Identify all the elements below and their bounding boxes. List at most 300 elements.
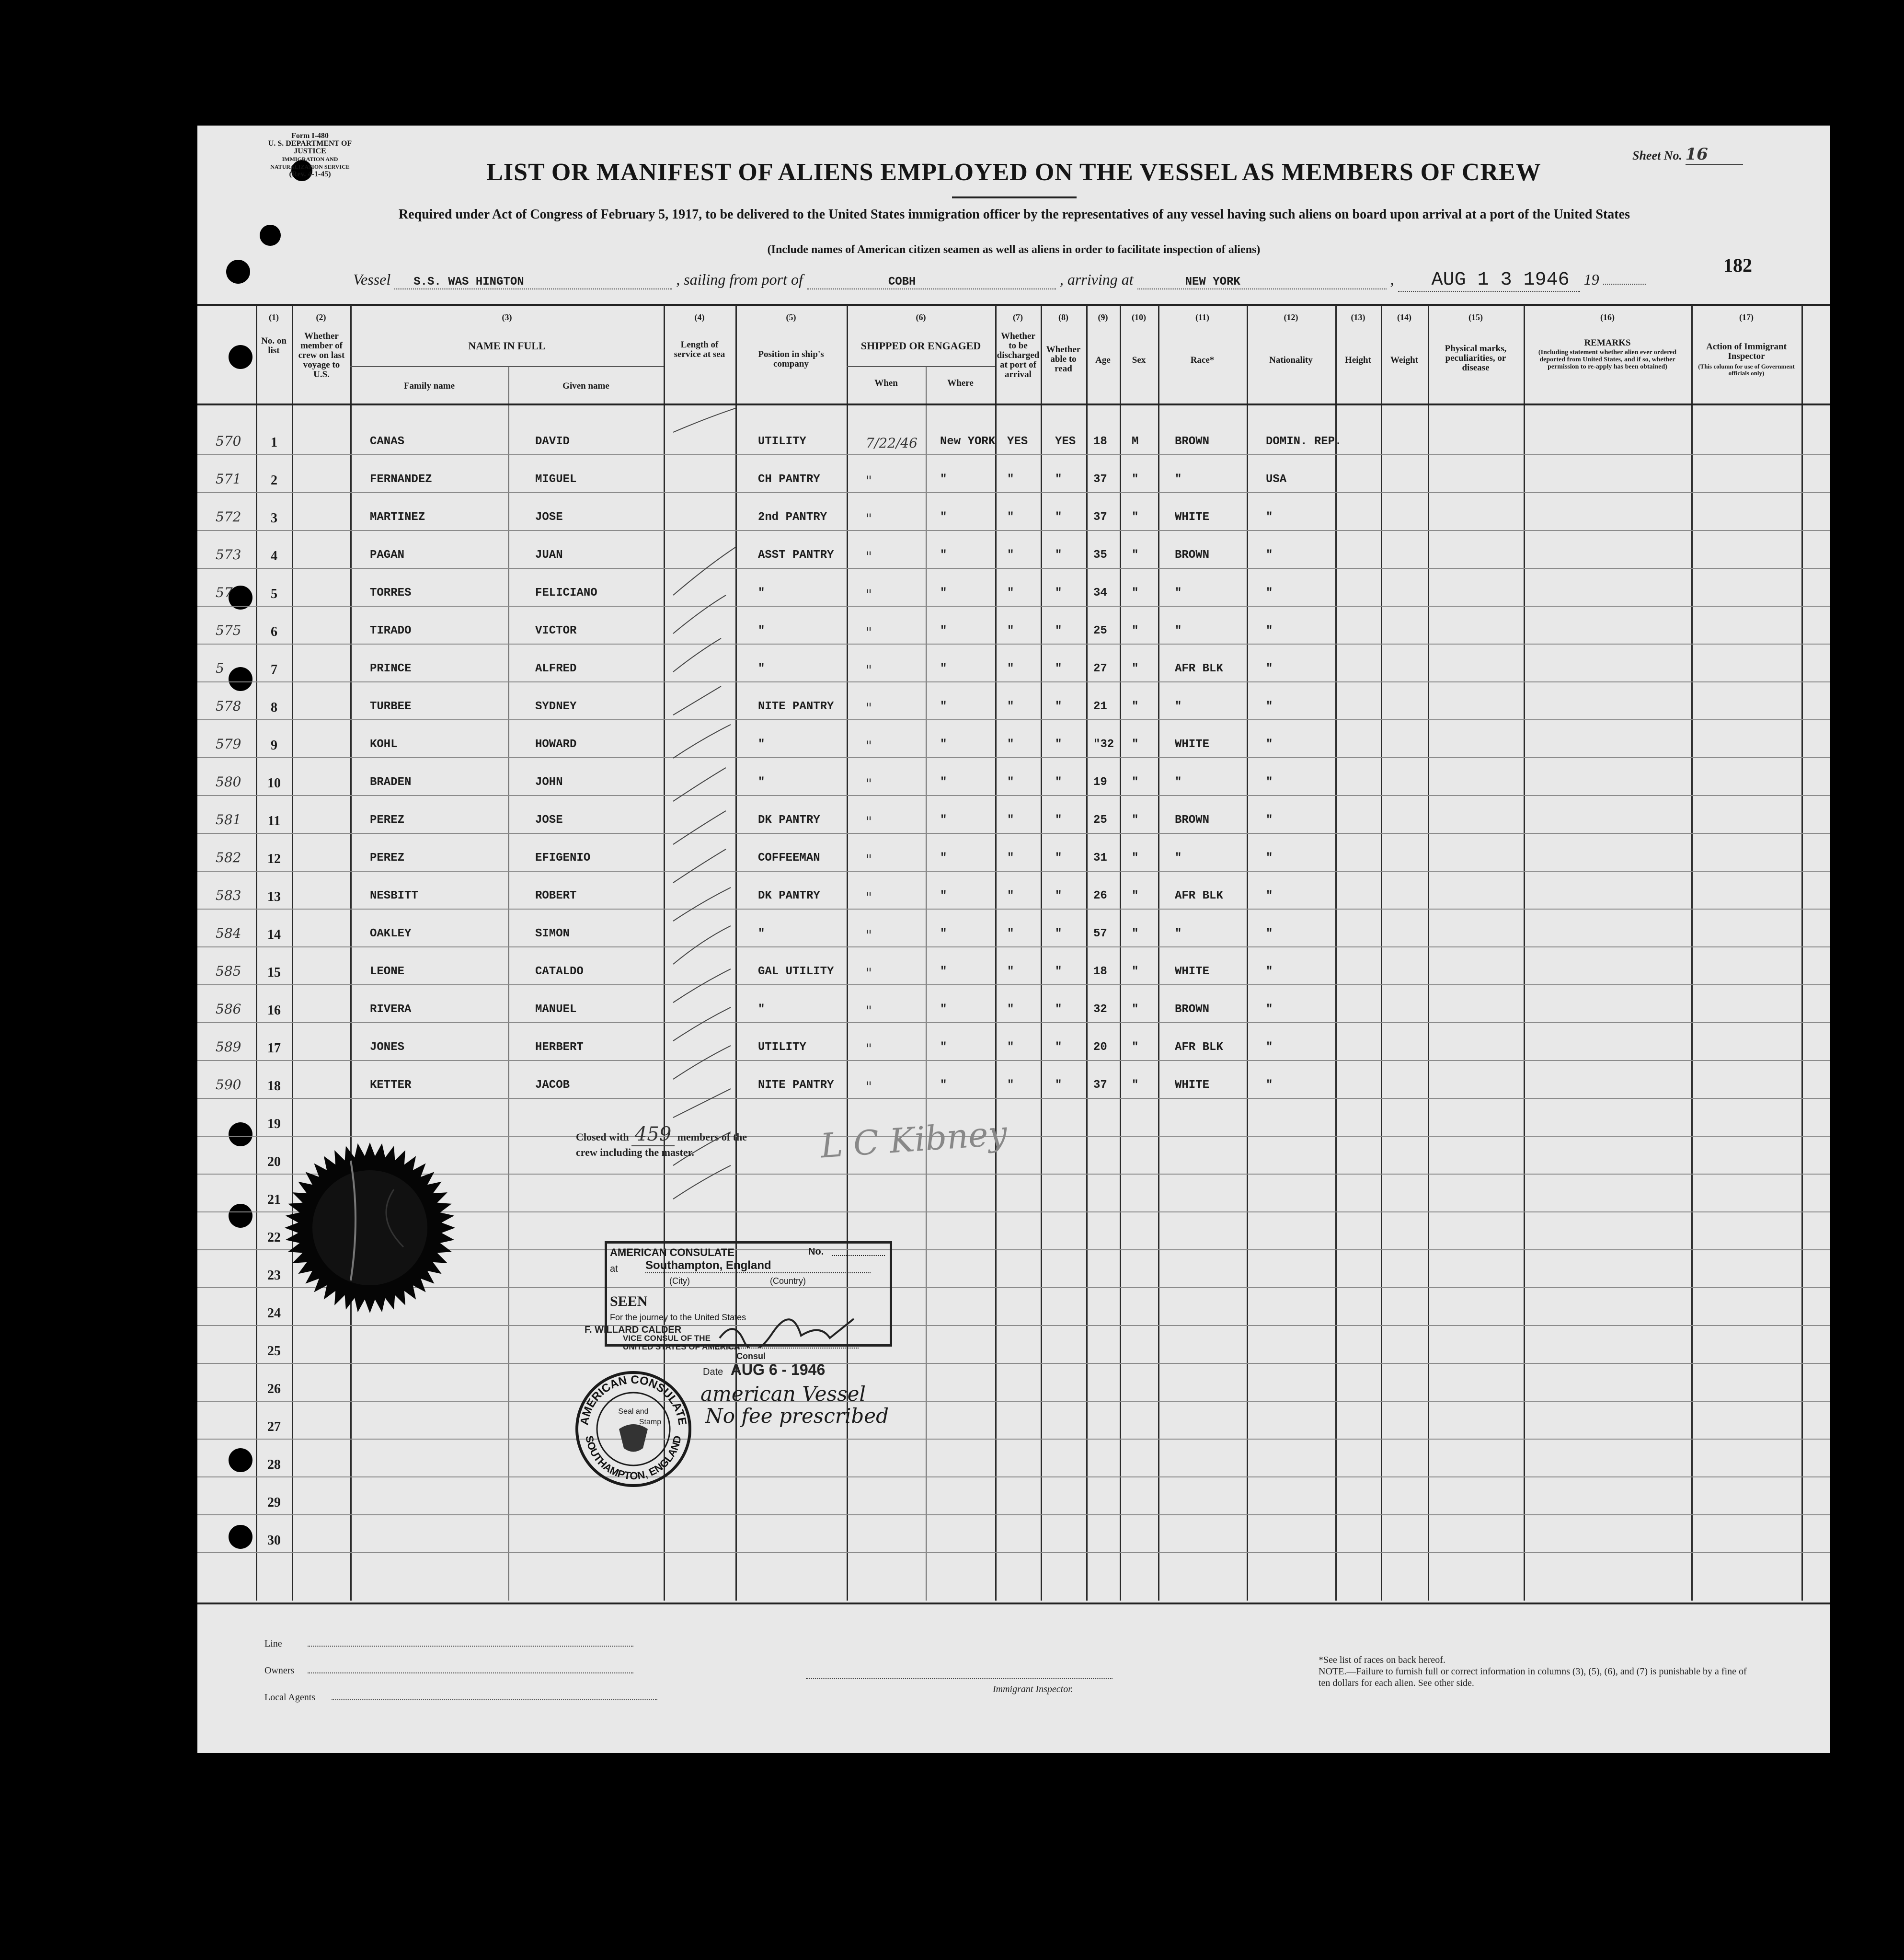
cell-sex: ": [1132, 624, 1139, 637]
cell-sex: M: [1132, 435, 1139, 448]
col-num-8: (8): [1058, 312, 1068, 322]
row-rule: [197, 1401, 1830, 1402]
cell-discharged: ": [1007, 738, 1014, 751]
cell-age: 26: [1093, 889, 1107, 902]
row-number: 21: [267, 1192, 281, 1207]
cell-no: 3: [271, 511, 277, 526]
cell-family: MARTINEZ: [370, 511, 425, 524]
col-divider: [508, 366, 509, 1601]
cell-given: ALFRED: [535, 662, 577, 675]
cell-family: TORRES: [370, 587, 412, 600]
margin-number: 585: [216, 963, 241, 979]
col-num-5: (5): [786, 312, 796, 322]
stamp-head: AMERICAN CONSULATE: [610, 1246, 734, 1258]
cell-discharged: ": [1007, 549, 1014, 562]
margin-number: 586: [216, 1001, 241, 1017]
cell-race: ": [1175, 927, 1182, 940]
cell-position: DK PANTRY: [758, 814, 820, 827]
col-head-no: No. on list: [261, 336, 287, 356]
col-head-discharged: Whether to be discharged at port of arrival: [997, 331, 1040, 380]
row-number: 19: [267, 1117, 281, 1131]
cell-where: New YORK: [940, 435, 996, 448]
row-number: 26: [267, 1382, 281, 1396]
margin-number: 570: [216, 433, 241, 449]
cell-sex: ": [1132, 700, 1139, 713]
row-number: 30: [267, 1533, 281, 1548]
cell-read: ": [1055, 1079, 1062, 1092]
cell-where: ": [940, 549, 947, 562]
cell-no: 17: [267, 1041, 281, 1056]
cell-family: KETTER: [370, 1079, 412, 1092]
cell-position: COFFEEMAN: [758, 852, 820, 865]
cell-nationality: ": [1266, 927, 1273, 940]
cell-discharged: ": [1007, 587, 1014, 600]
cell-when: ": [866, 700, 872, 716]
col-head-given: Given name: [562, 381, 609, 391]
row-number: 27: [267, 1419, 281, 1434]
cell-when: ": [866, 587, 872, 602]
col-head-action-note: (This column for use of Government officials only): [1698, 363, 1795, 377]
row-rule: [197, 454, 1830, 455]
cell-position: ": [758, 927, 765, 940]
cell-where: ": [940, 889, 947, 902]
row-rule: [197, 492, 1830, 493]
consul-title2: UNITED STATES OF AMERICA: [623, 1342, 740, 1351]
cell-family: JONES: [370, 1041, 405, 1054]
cell-where: ": [940, 700, 947, 713]
cell-family: LEONE: [370, 965, 405, 978]
cell-position: CH PANTRY: [758, 473, 820, 486]
title-rule: [952, 196, 1077, 198]
cell-nationality: ": [1266, 662, 1273, 675]
cell-no: 6: [271, 624, 277, 639]
cell-age: 20: [1093, 1041, 1107, 1054]
col-divider: [1381, 305, 1382, 1601]
col-head-family: Family name: [403, 381, 455, 391]
cell-when: ": [866, 1003, 872, 1019]
cell-no: 4: [271, 549, 277, 564]
cell-race: WHITE: [1175, 1079, 1210, 1092]
cell-where: ": [940, 662, 947, 675]
table-frame: [197, 304, 1830, 1604]
stamp-no-label: No.: [808, 1246, 824, 1257]
row-number: 24: [267, 1306, 281, 1321]
cell-position: ": [758, 1003, 765, 1016]
stamp-note-1: american Vessel: [700, 1382, 866, 1406]
row-rule: [197, 1476, 1830, 1477]
cell-race: BROWN: [1175, 814, 1210, 827]
row-rule: [197, 795, 1830, 796]
cell-given: MIGUEL: [535, 473, 577, 486]
row-rule: [197, 1439, 1830, 1440]
margin-number: 573: [216, 547, 241, 563]
margin-number: 589: [216, 1039, 241, 1055]
cell-sex: ": [1132, 511, 1139, 524]
cell-sex: ": [1132, 549, 1139, 562]
cell-discharged: ": [1007, 624, 1014, 637]
footer-agents-label: Local Agents: [264, 1692, 316, 1703]
col-num-4: (4): [694, 312, 705, 322]
row-rule: [197, 530, 1830, 531]
cell-given: ROBERT: [535, 889, 577, 902]
cell-given: JOHN: [535, 776, 563, 789]
row-rule: [197, 644, 1830, 645]
cell-position: NITE PANTRY: [758, 700, 834, 713]
cell-discharged: ": [1007, 852, 1014, 865]
closed-prefix: Closed with: [576, 1131, 629, 1143]
punch-hole: [226, 260, 250, 284]
closed-note: [576, 1123, 747, 1159]
col-head-read: Whether able to read: [1046, 345, 1081, 374]
col-num-1: (1): [269, 312, 279, 322]
cell-no: 12: [267, 852, 281, 866]
footer-owners-label: Owners: [264, 1665, 295, 1676]
margin-number: 572: [216, 509, 241, 525]
stamp-place: Southampton, England: [645, 1259, 871, 1273]
cell-no: 2: [271, 473, 277, 488]
cell-where: ": [940, 927, 947, 940]
cell-discharged: ": [1007, 473, 1014, 486]
footer-note-label: NOTE.—: [1319, 1666, 1356, 1677]
col-head-shipped: SHIPPED OR ENGAGED: [860, 340, 981, 352]
cell-position: ": [758, 587, 765, 600]
cell-sex: ": [1132, 473, 1139, 486]
cell-sex: ": [1132, 889, 1139, 902]
col-divider: [1120, 305, 1121, 1601]
row-rule: [197, 1514, 1830, 1515]
col-num-6: (6): [916, 312, 926, 322]
col-divider: [256, 305, 257, 1601]
cell-discharged: ": [1007, 1003, 1014, 1016]
page-subtitle: Required under Act of Congress of February 5, 1917, to be delivered to the United States immigration officer by the representatives of any vessel having such aliens on board upon arrival at a port of the United States: [399, 207, 1630, 222]
row-rule: [197, 681, 1830, 682]
cell-no: 14: [267, 927, 281, 942]
cell-where: ": [940, 511, 947, 524]
cell-sex: ": [1132, 852, 1139, 865]
cell-race: BROWN: [1175, 1003, 1210, 1016]
col-num-10: (10): [1132, 312, 1146, 322]
footer-line-label: Line: [264, 1638, 282, 1649]
row-rule: [197, 1022, 1830, 1023]
cell-where: ": [940, 776, 947, 789]
margin-number: 571: [216, 471, 241, 487]
page-title: LIST OR MANIFEST OF ALIENS EMPLOYED ON THE VESSEL AS MEMBERS OF CREW: [486, 159, 1541, 186]
cell-nationality: ": [1266, 587, 1273, 600]
cell-read: ": [1055, 738, 1062, 751]
col-divider: [1158, 305, 1159, 1601]
col-head-where: Where: [947, 378, 974, 388]
cell-when: ": [866, 624, 872, 640]
stamp-for: For the journey to the United States: [610, 1313, 746, 1322]
consul-title1: VICE CONSUL OF THE: [623, 1334, 711, 1343]
cell-sex: ": [1132, 927, 1139, 940]
cell-read: ": [1055, 965, 1062, 978]
cell-position: UTILITY: [758, 435, 806, 448]
inspector-label: Immigrant Inspector.: [993, 1684, 1073, 1695]
cell-race: ": [1175, 700, 1182, 713]
row-rule: [197, 606, 1830, 607]
cell-read: ": [1055, 473, 1062, 486]
consul-label: Consul: [736, 1351, 766, 1361]
cell-when: ": [866, 776, 872, 792]
cell-where: ": [940, 814, 947, 827]
cell-discharged: ": [1007, 776, 1014, 789]
seal-bottom-text: SOUTHAMPTON, ENGLAND: [583, 1434, 684, 1482]
cell-age: 27: [1093, 662, 1107, 675]
cell-given: JOSE: [535, 511, 563, 524]
cell-race: ": [1175, 776, 1182, 789]
col-head-sex: Sex: [1132, 355, 1146, 365]
margin-number: 590: [216, 1077, 241, 1093]
cell-given: HOWARD: [535, 738, 577, 751]
cell-read: ": [1055, 1041, 1062, 1054]
closed-suffix: members of the: [677, 1131, 747, 1143]
cell-where: ": [940, 473, 947, 486]
cell-read: ": [1055, 700, 1062, 713]
cell-given: CATALDO: [535, 965, 584, 978]
cell-age: 35: [1093, 549, 1107, 562]
stamp-at: at: [610, 1264, 618, 1274]
arriving-label: , arriving at: [1059, 271, 1134, 288]
cell-when: ": [866, 965, 872, 981]
cell-family: NESBITT: [370, 889, 418, 902]
consul-signature: [715, 1314, 859, 1349]
cell-family: BRADEN: [370, 776, 412, 789]
cell-when: ": [866, 549, 872, 565]
cell-sex: ": [1132, 1003, 1139, 1016]
footer-notes: [1319, 1654, 1750, 1689]
cell-nationality: ": [1266, 852, 1273, 865]
row-rule: [197, 1060, 1830, 1061]
col-head-last-voyage: Whether member of crew on last voyage to U.S.: [298, 331, 345, 380]
form-number: Form I-480: [291, 132, 329, 140]
round-consulate-seal: [571, 1367, 696, 1491]
margin-number: 583: [216, 888, 241, 903]
margin-number: 578: [216, 698, 241, 714]
cell-race: ": [1175, 624, 1182, 637]
cell-age: 37: [1093, 511, 1107, 524]
consul-name: F. WILLARD CALDER: [585, 1325, 682, 1335]
cell-nationality: USA: [1266, 473, 1287, 486]
page-subtitle-note: (Include names of American citizen seamen as well as aliens in order to facilitate inspection of aliens): [767, 243, 1261, 256]
cell-age: 25: [1093, 624, 1107, 637]
cell-no: 15: [267, 965, 281, 980]
footer-note-star: *See list of races on back hereof.: [1319, 1655, 1445, 1665]
cell-discharged: ": [1007, 927, 1014, 940]
col-divider: [350, 305, 352, 1601]
cell-read: ": [1055, 511, 1062, 524]
cell-no: 16: [267, 1003, 281, 1018]
cell-age: 31: [1093, 852, 1107, 865]
row-rule: [197, 946, 1830, 947]
cell-age: 19: [1093, 776, 1107, 789]
row-rule: [197, 909, 1830, 910]
cell-discharged: ": [1007, 511, 1014, 524]
cell-where: ": [940, 1003, 947, 1016]
col-head-race: Race*: [1190, 355, 1215, 365]
cell-given: DAVID: [535, 435, 570, 448]
stamp-date-row: [703, 1361, 825, 1379]
col-divider: [1801, 305, 1803, 1601]
cell-family: PRINCE: [370, 662, 412, 675]
cell-read: ": [1055, 587, 1062, 600]
cell-race: WHITE: [1175, 738, 1210, 751]
col-head-height: Height: [1345, 355, 1371, 365]
row-rule: [197, 719, 1830, 720]
cell-discharged: ": [1007, 965, 1014, 978]
cell-race: ": [1175, 587, 1182, 600]
cell-when: ": [866, 738, 872, 754]
cell-given: FELICIANO: [535, 587, 597, 600]
cell-no: 18: [267, 1079, 281, 1094]
col-head-length: Length of service at sea: [674, 340, 725, 359]
col-num-13: (13): [1351, 312, 1365, 322]
sailing-label: , sailing from port of: [676, 271, 803, 288]
master-signature: L C Kibney: [819, 1113, 1009, 1166]
cell-read: ": [1055, 927, 1062, 940]
inspector-signature-line: [806, 1678, 1113, 1679]
cell-family: PEREZ: [370, 852, 405, 865]
svg-text:AMERICAN CONSULATE: [578, 1373, 689, 1426]
cell-where: ": [940, 587, 947, 600]
col-divider: [1335, 305, 1337, 1601]
stamp-seen: SEEN: [610, 1293, 648, 1309]
col-num-7: (7): [1013, 312, 1023, 322]
cell-age: 34: [1093, 587, 1107, 600]
cell-no: 5: [271, 587, 277, 601]
cell-no: 11: [267, 814, 281, 829]
cell-family: RIVERA: [370, 1003, 412, 1016]
cell-nationality: ": [1266, 511, 1273, 524]
cell-position: DK PANTRY: [758, 889, 820, 902]
cell-where: ": [940, 1041, 947, 1054]
sheet-value: 16: [1686, 145, 1743, 165]
cell-when: ": [866, 814, 872, 830]
cell-given: MANUEL: [535, 1003, 577, 1016]
margin-number: 575: [216, 623, 241, 638]
cell-family: CANAS: [370, 435, 405, 448]
cell-nationality: ": [1266, 700, 1273, 713]
cell-position: NITE PANTRY: [758, 1079, 834, 1092]
row-rule: [197, 1552, 1830, 1553]
cell-position: ": [758, 624, 765, 637]
cell-age: 32: [1093, 1003, 1107, 1016]
cell-race: BROWN: [1175, 549, 1210, 562]
cell-race: AFR BLK: [1175, 662, 1223, 675]
cell-race: WHITE: [1175, 511, 1210, 524]
col-divider: [1428, 305, 1429, 1601]
arrival-value: NEW YORK: [1137, 276, 1387, 289]
cell-read: YES: [1055, 435, 1076, 448]
col-head-action: Action of Immigrant Inspector: [1706, 342, 1787, 361]
col-divider: [1247, 305, 1248, 1601]
punch-hole: [260, 225, 281, 246]
cell-sex: ": [1132, 738, 1139, 751]
cell-read: ": [1055, 549, 1062, 562]
row-rule: [197, 833, 1830, 834]
cell-age: 37: [1093, 473, 1107, 486]
margin-number: 581: [216, 812, 241, 828]
cell-position: ASST PANTRY: [758, 549, 834, 562]
cell-no: 1: [271, 435, 277, 450]
row-rule: [197, 1363, 1830, 1364]
cell-read: ": [1055, 624, 1062, 637]
col-num-12: (12): [1284, 312, 1298, 322]
col-num-14: (14): [1397, 312, 1411, 322]
cell-family: TURBEE: [370, 700, 412, 713]
cell-discharged: ": [1007, 889, 1014, 902]
cell-race: ": [1175, 852, 1182, 865]
cell-given: SIMON: [535, 927, 570, 940]
cell-discharged: ": [1007, 1041, 1014, 1054]
cell-nationality: ": [1266, 1003, 1273, 1016]
cell-read: ": [1055, 852, 1062, 865]
cell-read: ": [1055, 1003, 1062, 1016]
col-head-when: When: [874, 378, 898, 388]
col-divider: [1041, 305, 1042, 1601]
page-number: 182: [1723, 254, 1752, 276]
vessel-line: Vessel S.S. WAS HINGTON , sailing from port of COBH , arriving at NEW YORK , AUG 1 3 1946 19: [353, 269, 1819, 292]
cell-when: ": [866, 1041, 872, 1057]
cell-sex: ": [1132, 1079, 1139, 1092]
cell-no: 9: [271, 738, 277, 753]
col-divider: [1086, 305, 1088, 1601]
cell-read: ": [1055, 814, 1062, 827]
year-label: 19: [1583, 271, 1599, 288]
footer-fields: [264, 1630, 657, 1711]
col-divider: [292, 305, 293, 1601]
cell-age: 18: [1093, 435, 1107, 448]
cell-family: FERNANDEZ: [370, 473, 432, 486]
cell-position: ": [758, 738, 765, 751]
cell-where: ": [940, 624, 947, 637]
cell-position: UTILITY: [758, 1041, 806, 1054]
cell-age: 25: [1093, 814, 1107, 827]
margin-number: 584: [216, 925, 241, 941]
cell-age: 18: [1093, 965, 1107, 978]
cell-race: AFR BLK: [1175, 1041, 1223, 1054]
header-rule: [197, 404, 1830, 405]
cell-when: 7/22/46: [866, 435, 918, 451]
seal-top-text: AMERICAN CONSULATE: [578, 1373, 689, 1426]
cell-family: TIRADO: [370, 624, 412, 637]
cell-position: GAL UTILITY: [758, 965, 834, 978]
col-num-11: (11): [1195, 312, 1209, 322]
cell-nationality: ": [1266, 965, 1273, 978]
cell-sex: ": [1132, 965, 1139, 978]
manifest-sheet: [197, 126, 1830, 1753]
cell-nationality: ": [1266, 624, 1273, 637]
arrival-date: AUG 1 3 1946: [1398, 269, 1580, 292]
col-head-remarks-note: (Including statement whether alien ever ordered deported from United States, and if so, whether permission to re-apply has been obtained): [1538, 349, 1677, 370]
form-dept: U. S. DEPARTMENT OF JUSTICE: [268, 139, 352, 155]
cell-position: 2nd PANTRY: [758, 511, 827, 524]
cell-sex: ": [1132, 776, 1139, 789]
cell-sex: ": [1132, 662, 1139, 675]
form-service: IMMIGRATION AND NATURALIZATION SERVICE: [270, 156, 350, 170]
cell-race: WHITE: [1175, 965, 1210, 978]
row-number: 22: [267, 1230, 281, 1245]
col-divider: [995, 305, 997, 1601]
cell-given: EFIGENIO: [535, 852, 591, 865]
port-value: COBH: [807, 276, 1056, 289]
wax-seal: [279, 1122, 480, 1324]
cell-discharged: ": [1007, 814, 1014, 827]
cell-when: ": [866, 1079, 872, 1095]
footer-note-text: Failure to furnish full or correct information in columns (3), (5), (6), and (7) is punishable by a fine of ten dollars for each alien. See other side.: [1319, 1666, 1747, 1688]
stamp-date: AUG 6 - 1946: [730, 1361, 826, 1378]
cell-race: BROWN: [1175, 435, 1210, 448]
